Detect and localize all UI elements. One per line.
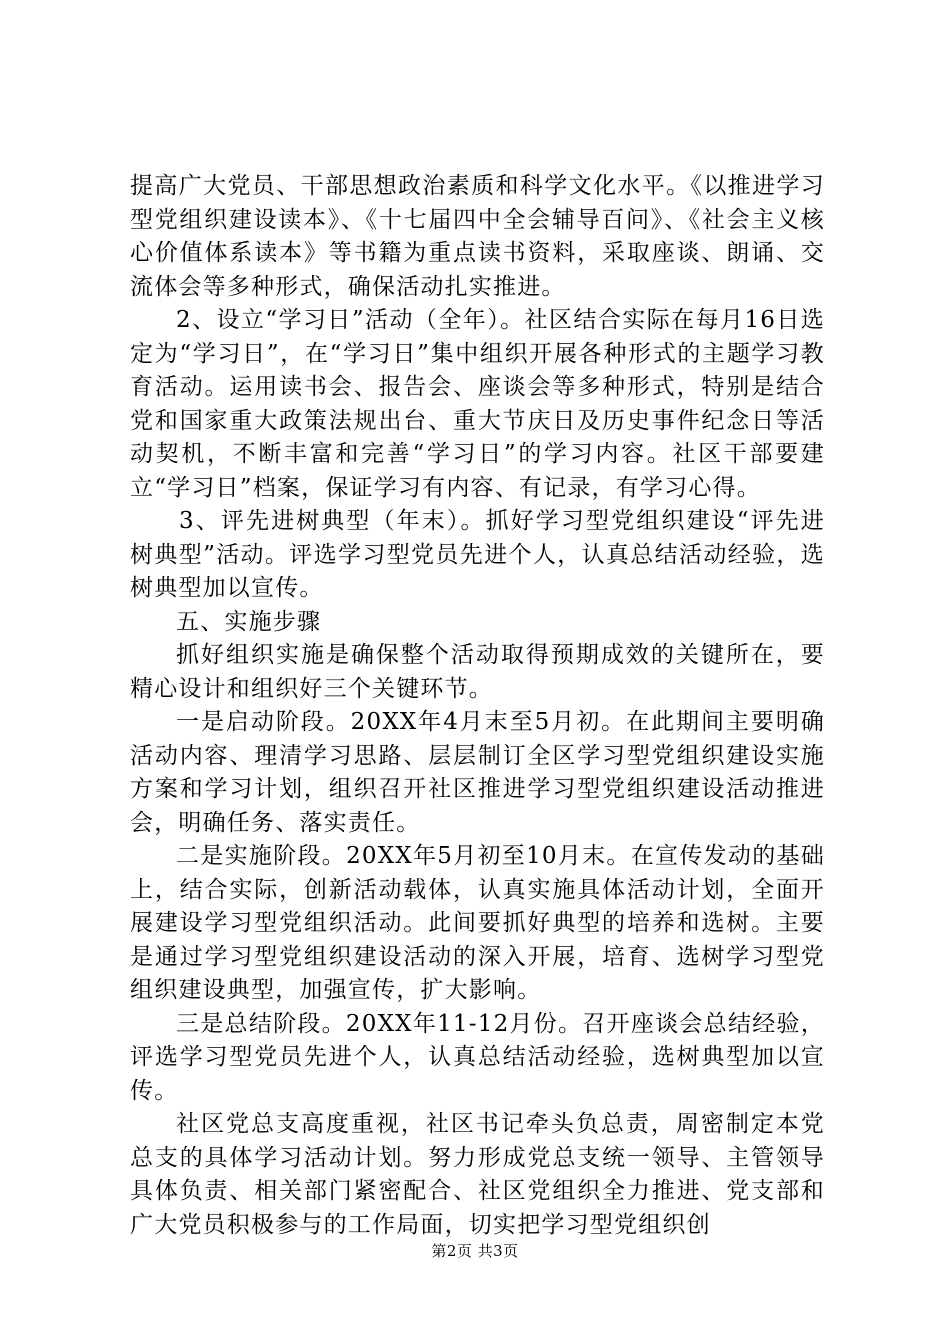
paragraph-organization: 抓好组织实施是确保整个活动取得预期成效的关键所在，要精心设计和组织好三个关键环节。 <box>130 642 825 702</box>
paragraph-launch-stage: 一是启动阶段。20XX年4月末至5月初。在此期间主要明确活动内容、理清学习思路、层层制订全区学习型党组织建设实施方案和学习计划，组织召开社区推进学习型党组织建设活动推进会，明确任务、落实责任。 <box>130 709 825 836</box>
section-heading-implementation-steps: 五、实施步骤 <box>176 608 322 635</box>
document-body <box>130 170 825 1242</box>
page-number-footer: 第2页 共3页 <box>431 1242 519 1260</box>
paragraph-summary-stage: 三是总结阶段。20XX年11-12月份。召开座谈会总结经验，评选学习型党员先进个人，认真总结活动经验，选树典型加以宣传。 <box>130 1010 825 1104</box>
paragraph-award-models: 3、评先进树典型（年末）。抓好学习型党组织建设“评先进树典型”活动。评选学习型党员先进个人，认真总结活动经验，选树典型加以宣传。 <box>130 508 825 601</box>
paragraph-implementation-stage: 二是实施阶段。20XX年5月初至10月末。在宣传发动的基础上，结合实际，创新活动载体，认真实施具体活动计划，全面开展建设学习型党组织活动。此间要抓好典型的培养和选树。主要是通过学习型党组织建设活动的深入开展，培育、选树学习型党组织建设典型，加强宣传，扩大影响。 <box>130 843 825 1003</box>
paragraph-study-day: 2、设立“学习日”活动（全年）。社区结合实际在每月16日选定为“学习日”，在“学习日”集中组织开展各种形式的主题学习教育活动。运用读书会、报告会、座谈会等多种形式，特别是结合党和国家重大政策法规出台、重大节庆日及历史事件纪念日等活动契机，不断丰富和完善“学习日”的学习内容。社区干部要建立“学习日”档案，保证学习有内容、有记录，有学习心得。 <box>130 307 825 501</box>
paragraph-continuation: 提高广大党员、干部思想政治素质和科学文化水平。《以推进学习型党组织建设读本》、《十七届四中全会辅导百问》、《社会主义核心价值体系读本》等书籍为重点读书资料，采取座谈、朗诵、交流体会等多种形式，确保活动扎实推进。 <box>130 173 825 300</box>
paragraph-leadership: 社区党总支高度重视，社区书记牵头负总责，周密制定本党总支的具体学习活动计划。努力形成党总支统一领导、主管领导具体负责、相关部门紧密配合、社区党组织全力推进、党支部和广大党员积极参与的工作局面，切实把学习型党组织创 <box>130 1111 825 1238</box>
